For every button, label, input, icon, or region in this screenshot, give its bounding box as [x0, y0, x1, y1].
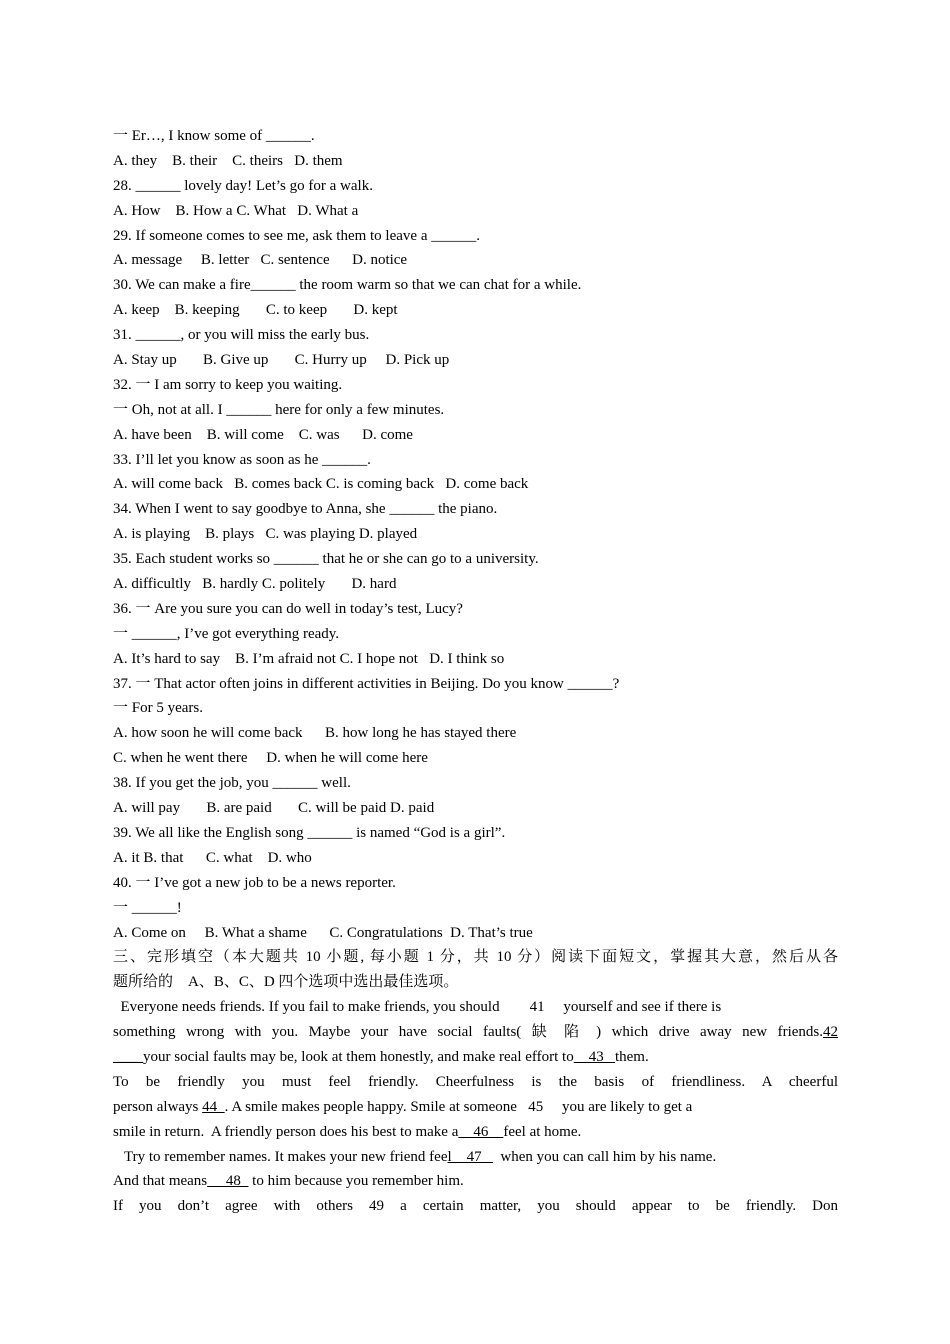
text-line: 一 ______, I’ve got everything ready.: [113, 625, 340, 642]
text-line: 一 For 5 years.: [113, 700, 203, 717]
text-segment: . A smile makes people happy. Smile at someone 45 you are likely to get a: [224, 1098, 693, 1115]
text-line: 三、完形填空（本大题共 10 小题, 每小题 1 分，共 10 分）阅读下面短文，掌握其大意，然后从各: [113, 949, 838, 966]
blank-number: 48: [207, 1173, 249, 1190]
text-line: A. have been B. will come C. was D. come: [113, 426, 413, 443]
text-line: 32. 一 I am sorry to keep you waiting.: [113, 376, 343, 393]
text-line: [113, 1169, 838, 1194]
text-line: 40. 一 I’ve got a new job to be a news reporter.: [113, 874, 396, 891]
text-line: C. when he went there D. when he will come here: [113, 750, 428, 767]
text-line: [113, 1020, 838, 1045]
text-line: 28. ______ lovely day! Let’s go for a walk.: [113, 177, 373, 194]
text-line: 一 Oh, not at all. I ______ here for only a few minutes.: [113, 401, 445, 418]
blank-number: l 47: [447, 1148, 493, 1165]
text-segment: feel at home.: [503, 1123, 582, 1140]
text-line: [113, 1120, 838, 1145]
text-segment: them.: [614, 1048, 649, 1065]
blank-number: ____: [113, 1048, 143, 1065]
text-segment: when you can call him by his name.: [492, 1148, 717, 1165]
text-line: [113, 995, 838, 1020]
text-line: 34. When I went to say goodbye to Anna, she ______ the piano.: [113, 501, 498, 518]
text-segment: Everyone needs friends. If you fail to make friends, you should 41 yourself and see if there is: [113, 999, 722, 1016]
text-segment: person always: [113, 1098, 203, 1115]
text-line: [113, 1045, 838, 1070]
text-line: [113, 1095, 838, 1120]
text-line: 38. If you get the job, you ______ well.: [113, 775, 351, 792]
text-segment: Try to remember names. It makes your new friend fee: [113, 1148, 448, 1165]
text-segment: something wrong with you. Maybe your have social faults( 缺 陷 ) which drive away new friends.: [113, 1024, 823, 1041]
text-line: 31. ______, or you will miss the early bus.: [113, 327, 370, 344]
text-line: A. will come back B. comes back C. is coming back D. come back: [113, 476, 529, 493]
text-line: A. How B. How a C. What D. What a: [113, 202, 359, 219]
blank-number: 44: [202, 1098, 225, 1115]
blank-number: 43: [573, 1048, 615, 1065]
text-line: 30. We can make a fire______ the room warm so that we can chat for a while.: [113, 277, 582, 294]
text-line: 29. If someone comes to see me, ask them to leave a ______.: [113, 227, 480, 244]
text-line: A. they B. their C. theirs D. them: [113, 152, 343, 169]
text-line: A. Come on B. What a shame C. Congratulations D. That’s true: [113, 924, 533, 941]
text-line: A. is playing B. plays C. was playing D. played: [113, 526, 418, 543]
text-segment: And that means: [113, 1173, 208, 1190]
text-line: 一 ______!: [113, 899, 182, 916]
text-line: 36. 一 Are you sure you can do well in today’s test, Lucy?: [113, 600, 463, 617]
text-line: A. difficultly B. hardly C. politely D. hard: [113, 576, 397, 593]
text-segment: smile in return. A friendly person does his best to make a: [113, 1123, 459, 1140]
text-line: A. Stay up B. Give up C. Hurry up D. Pick up: [113, 352, 450, 369]
blank-number: 42: [823, 1024, 838, 1041]
text-segment: To be friendly you must feel friendly. Cheerfulness is the basis of friendliness. A cheerful: [113, 1073, 838, 1090]
text-line: 35. Each student works so ______ that he or she can go to a university.: [113, 551, 539, 568]
text-line: 题所给的 A、B、C、D 四个选项中选出最佳选项。: [113, 974, 459, 991]
text-line: [113, 1070, 838, 1095]
text-line: A. keep B. keeping C. to keep D. kept: [113, 302, 398, 319]
text-segment: your social faults may be, look at them honestly, and make real effort to: [143, 1048, 574, 1065]
document-page: [113, 124, 838, 1219]
text-segment: If you don’t agree with others 49 a certain matter, you should appear to be friendly. Don: [113, 1198, 838, 1215]
text-line: 一 Er…, I know some of ______.: [113, 128, 315, 144]
text-line: A. It’s hard to say B. I’m afraid not C. I hope not D. I think so: [113, 650, 505, 667]
text-line: A. how soon he will come back B. how long he has stayed there: [113, 725, 517, 742]
text-line: 39. We all like the English song ______ is named “God is a girl”.: [113, 824, 506, 841]
blank-number: 46: [458, 1123, 504, 1140]
text-line: [113, 1145, 838, 1170]
text-line: [113, 1194, 838, 1219]
text-segment: to him because you remember him.: [248, 1173, 464, 1190]
text-line: A. will pay B. are paid C. will be paid D. paid: [113, 800, 435, 817]
text-line: A. it B. that C. what D. who: [113, 849, 312, 866]
text-line: 33. I’ll let you know as soon as he ______.: [113, 451, 371, 468]
text-line: 37. 一 That actor often joins in different activities in Beijing. Do you know ______?: [113, 675, 620, 692]
text-line: A. message B. letter C. sentence D. notice: [113, 252, 408, 269]
